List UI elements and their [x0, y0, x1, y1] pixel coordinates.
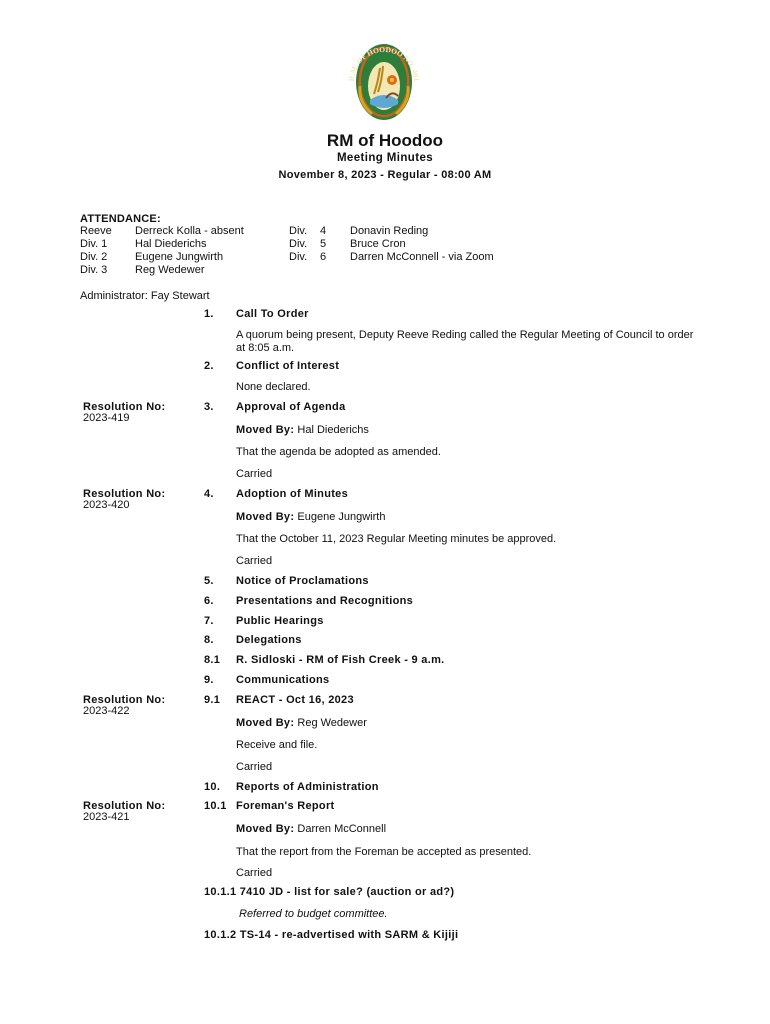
attendance-div: Div. [289, 251, 308, 263]
attendance-div: Div. [289, 225, 308, 237]
resolution-number: 2023-422 [83, 705, 130, 717]
mover-name: Hal Diederichs [297, 424, 369, 436]
motion-result: Carried [236, 555, 273, 567]
resolution-label: Resolution No: [83, 800, 166, 812]
item-title: Notice of Proclamations [236, 575, 369, 587]
attendance-div-number: 4 [320, 225, 327, 237]
item-title: Reports of Administration [236, 781, 379, 793]
moved-by-line [236, 823, 386, 836]
item-number: 2. [204, 360, 214, 372]
attendance-role: Div. 2 [80, 251, 108, 263]
item-title: REACT - Oct 16, 2023 [236, 694, 354, 706]
attendance-div-number: 6 [320, 251, 327, 263]
attendance-name: Hal Diederichs [135, 238, 207, 250]
attendance-role: Div. 1 [80, 238, 108, 250]
item-number: 8. [204, 634, 214, 646]
moved-by-label: Moved By: [236, 511, 295, 523]
resolution-number: 2023-420 [83, 499, 130, 511]
attendance-name: Derreck Kolla - absent [135, 225, 244, 237]
item-number: 8.1 [204, 654, 221, 666]
item-number: 10.1 [204, 800, 227, 812]
meeting-date: November 8, 2023 - Regular - 08:00 AM [278, 169, 492, 181]
attendance-name: Eugene Jungwirth [135, 251, 224, 263]
item-title: Call To Order [236, 308, 309, 320]
svg-text:R.M. OF HOODOO NO. 401: R.M. OF HOODOO NO. 401 [346, 44, 422, 82]
mover-name: Eugene Jungwirth [297, 511, 386, 523]
motion-text: That the report from the Foreman be accepted as presented. [236, 846, 532, 858]
attendance-heading: ATTENDANCE: [80, 213, 161, 225]
rm-seal-logo [328, 42, 440, 122]
attendance-div: Div. [289, 238, 308, 250]
attendance-div-number: 5 [320, 238, 327, 250]
resolution-label: Resolution No: [83, 488, 166, 500]
attendance-name: Darren McConnell - via Zoom [350, 251, 494, 263]
resolution-label: Resolution No: [83, 694, 166, 706]
moved-by-line [236, 717, 367, 730]
resolution-label: Resolution No: [83, 401, 166, 413]
item-title: Presentations and Recognitions [236, 595, 414, 607]
item-number: 10. [204, 781, 221, 793]
subitem-title: 10.1.1 7410 JD - list for sale? (auction or ad?) [204, 886, 455, 898]
item-title: Approval of Agenda [236, 401, 346, 413]
subitem-body: Referred to budget committee. [239, 908, 388, 920]
moved-by-line [236, 424, 369, 437]
moved-by-label: Moved By: [236, 823, 295, 835]
item-number: 5. [204, 575, 214, 587]
item-title: R. Sidloski - RM of Fish Creek - 9 a.m. [236, 654, 445, 666]
item-body: None declared. [236, 381, 311, 393]
page-title: RM of Hoodoo [326, 131, 444, 150]
item-number: 9. [204, 674, 214, 686]
item-title: Delegations [236, 634, 302, 646]
moved-by-label: Moved By: [236, 424, 295, 436]
item-title: Conflict of Interest [236, 360, 340, 372]
resolution-number: 2023-421 [83, 811, 130, 823]
attendance-role: Div. 3 [80, 264, 108, 276]
item-number: 1. [204, 308, 214, 320]
item-number: 3. [204, 401, 214, 413]
motion-text: That the agenda be adopted as amended. [236, 446, 441, 458]
item-title: Adoption of Minutes [236, 488, 349, 500]
item-number: 6. [204, 595, 214, 607]
motion-text: Receive and file. [236, 739, 318, 751]
motion-result: Carried [236, 761, 273, 773]
seal-lettering [328, 42, 440, 122]
attendance-name: Donavin Reding [350, 225, 429, 237]
mover-name: Darren McConnell [297, 823, 387, 835]
page-subtitle: Meeting Minutes [336, 152, 434, 164]
item-number: 4. [204, 488, 214, 500]
mover-name: Reg Wedewer [297, 717, 367, 729]
administrator-line: Administrator: Fay Stewart [80, 290, 210, 302]
item-number: 9.1 [204, 694, 221, 706]
motion-result: Carried [236, 867, 273, 879]
item-title: Foreman's Report [236, 800, 335, 812]
attendance-role: Reeve [80, 225, 112, 237]
resolution-number: 2023-419 [83, 412, 130, 424]
attendance-name: Reg Wedewer [135, 264, 205, 276]
item-title: Public Hearings [236, 615, 324, 627]
moved-by-line [236, 511, 385, 524]
item-title: Communications [236, 674, 330, 686]
item-body: A quorum being present, Deputy Reeve Reding called the Regular Meeting of Council to order at 8:05 a.m. [236, 329, 694, 354]
item-number: 7. [204, 615, 214, 627]
motion-result: Carried [236, 468, 273, 480]
moved-by-label: Moved By: [236, 717, 295, 729]
subitem-title: 10.1.2 TS-14 - re-advertised with SARM & Kijiji [204, 929, 459, 941]
attendance-name: Bruce Cron [350, 238, 406, 250]
motion-text: That the October 11, 2023 Regular Meeting minutes be approved. [236, 533, 557, 545]
